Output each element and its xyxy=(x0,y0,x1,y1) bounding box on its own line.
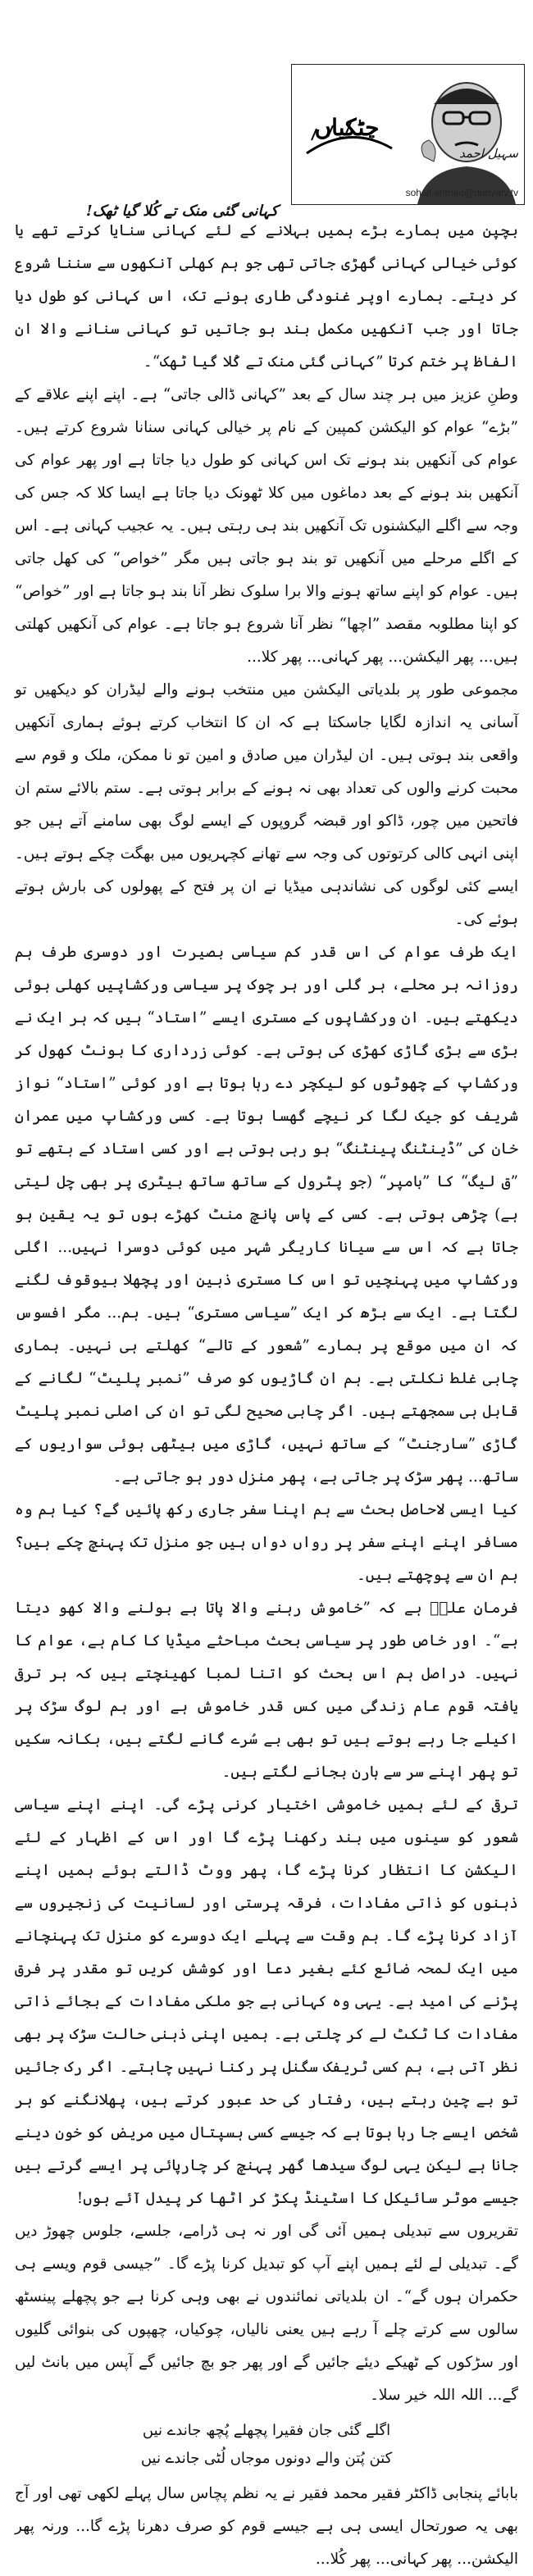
paragraph: کیا ایسی لاحاصل بحث سے ہم اپنا سفر جاری رکھ پائیں گے؟ کیا ہم وہ مسافر اپنے اپنے سفر پر رواں دواں ہیں جو منزل تک پہنچ چکے ہیں؟ ہم ان سے پوچھتے ہیں۔ xyxy=(15,1501,518,1584)
paragraph: فرمانِ علیؓ ہے کہ ”خاموش رہنے والا پاتا ہے بولنے والا کھو دیتا ہے“۔ اور خاص طور پر سیاسی بحث مباحثے میڈیا کا کام ہے، عوام کا نہیں۔ دراصل ہم اس بحث کو اتنا لمبا کھینچتے ہیں کہ ہر ترقی یافتہ قوم عام زندگی میں کس قدر خاموش ہے اور ہم لوگ سڑک پر اکیلے جا رہے ہوتے ہیں تو بھی بے سُرے گانے لگتے ہیں، ہکانہ سکیں تو پھر اپنے سر سے ہارن بجانے لگتے ہیں۔ xyxy=(15,1600,518,1781)
paragraph: مجموعی طور پر بلدیاتی الیکشن میں منتخب ہونے والے لیڈران کو دیکھیں تو آسانی یہ اندازہ لگایا جاسکتا ہے کہ ان کا انتخاب کرتے ہوئے ہماری آنکھیں واقعی بند ہوتی ہیں۔ ان لیڈران میں صادق و امین تو نا ممکن، ملک و قوم سے محبت کرنے والوں کی تعداد بھی نہ ہونے کے برابر ہوتی ہے۔ ستم بالائے ستم ان فاتحین میں چور، ڈاکو اور قبضہ گروپوں کے ایسے لوگ بھی سامنے آتے ہیں جو اپنی انہی کالی کرتوتوں کی وجہ سے تھانے کچہریوں میں بھگت چکے ہوتے ہیں۔ ایسے کئی لوگوں کی نشاندہی میڈیا نے ان پر فتح کے پھولوں کی بارش ہوتے ہوئے کی۔ xyxy=(15,681,518,928)
author-email: sohail.ahmed@dunyatv.tv xyxy=(405,187,518,198)
article-body xyxy=(15,215,518,2576)
brand-logo: چٹکیاں xyxy=(314,114,380,141)
columnist-banner xyxy=(85,64,525,220)
paragraph: ایک طرف عوام کی اس قدر کم سیاسی بصیرت اور دوسری طرف ہم روزانہ ہر محلے، ہر گلی اور ہر چوک پر سیاسی ورکشاپیں کھلی ہوئی دیکھتے ہیں۔ ان ورکشاپوں کے مستری ایسے ”استاد“ ہیں کہ ہر ایک نے بڑی سے بڑی گاڑی کھڑی کی ہوتی ہے۔ کوئی زرداری کا بونٹ کھول کر ورکشاپ کے چھوٹوں کو لیکچر دے رہا ہوتا ہے اور کوئی ”استاد“ نواز شریف کو جیک لگا کر نیچے گھسا ہوتا ہے۔ کسی ورکشاپ میں عمران خان کی ”ڈینٹنگ پینٹنگ“ ہو رہی ہوتی ہے اور کسی استاد کے ہتھے تو ”ق لیگ“ کا ”بامپر“ (جو پٹرول کے ساتھ ساتھ بیٹری پر بھی چل لیتی ہے) چڑھی ہوتی ہے۔ کسی کے پاس پانچ منٹ کھڑے ہوں تو یہ یقین ہو جاتا ہے کہ اس سے سیانا کاریگر شہر میں کوئی دوسرا نہیں... اگلی ورکشاپ میں پہنچیں تو اس کا مستری ذہین اور پچھلا بیوقوف لگنے لگتا ہے۔ ایک سے بڑھ کر ایک ”سیاسی مستری“ ہیں۔ ہم... مگر افسوس کہ ان میں موقع پر ہمارے ”شعور کے تالے“ کھلتے ہی نہیں۔ ہماری چابی غلط نکلتی ہے۔ ہم ان گاڑیوں کو صرف ”نمبر پلیٹ“ لگانے کے قابل ہی سمجھتے ہیں۔ اگر چابی صحیح لگی تو ان کی اصلی نمبر پلیٹ گاڑی ”سارجنٹ“ کے ساتھ نہیں، گاڑی میں بیٹھی ہوئی سواریوں کے ساتھ... پھر سڑک پر جاتی ہے، پھر منزل دور ہو جاتی ہے۔ xyxy=(15,944,518,1486)
verse-line: اگلے گئی جان فقیرا پچھلے پُچھ جاندے نیں xyxy=(142,2422,391,2439)
paragraph: بچپن میں ہمارے بڑے ہمیں بہلانے کے لئے کہانی سنایا کرتے تھے یا کوئی خیالی کہانی گھڑی جاتی تھی جو ہم کھلی آنکھوں سے سننا شروع کر دیتے۔ ہمارے اوپر غنودگی طاری ہونے تک، اس کہانی کو طول دیا جاتا اور جب آنکھیں مکمل بند ہو جاتیں تو کہانی سنانے والا ان الفاظ پر ختم کرتا ”کہانی گئی منک تے کُلا گیا ٹھک“۔ xyxy=(15,222,518,371)
column-title: کہانی گئی منک تے کُلا گیا ٹھک! xyxy=(85,203,278,220)
closing-paragraph: بابائے پنجابی ڈاکٹر فقیر محمد فقیر نے یہ نظم پچاس سال پہلے لکھی تھی اور آج بھی یہ صورتحال ایسی ہی ہے جیسے قوم کو صرف دھرنا پڑے گا... ورنہ پھر الیکشن... پھر کہانی... پھر کُلا... xyxy=(15,2485,518,2568)
paragraph: ترقی کے لئے ہمیں خاموشی اختیار کرنی پڑے گی۔ اپنے اپنے سیاسی شعور کو سینوں میں بند رکھنا پڑے گا اور اس کے اظہار کے لئے الیکشن کا انتظار کرنا پڑے گا، پھر ووٹ ڈالتے ہوئے ہمیں اپنے ذہنوں کو ذاتی مفادات، فرقہ پرستی اور لسانیت کی زنجیروں سے آزاد کرنا پڑے گا۔ ہم وقت سے پہلے ایک دوسرے کو منزل تک پہنچانے میں ایک لمحہ ضائع کئے بغیر دعا اور کوشش کریں تو مقدر پر فرق پڑنے کی امید ہے۔ یہی وہ کہانی ہے جو ملکی مفادات کے بجائے ذاتی مفادات کا ٹکٹ لے کر چلتی ہے۔ ہمیں اپنی ذہنی حالت سڑک پر بھی نظر آتی ہے، ہم کسی ٹریفک سگنل پر رکنا نہیں چاہتے۔ اگر رک جائیں تو بے چین رہتے ہیں، رفتار کی حد عبور کرتے ہیں، پھلانگنے کو ہر شخص ایسے جا رہا ہوتا ہے کہ جیسے کسی ہسپتال میں مریض کو خون دینے جانا ہے لیکن یہی لوگ سیدھا گھر پہنچ کر چارپائی پر ایسے گرتے ہیں جیسے موٹر سائیکل کا اسٹینڈ پکڑ کر اٹھا کر پیدل آئے ہوں! xyxy=(15,1796,518,2207)
author-name: سہیل احمد xyxy=(459,146,518,161)
columnist-portrait xyxy=(401,65,524,204)
poem-verse xyxy=(15,2417,518,2473)
paragraph: تقریروں سے تبدیلی ہمیں آئی گی اور نہ ہی ڈرامے، جلسے، جلوس چھوڑ دیں گے۔ تبدیلی لے لئے ہمیں اپنے آپ کو تبدیل کرنا پڑے گا۔ ”جیسی قوم ویسے ہی حکمران ہوں گے“۔ ان بلدیاتی نمائندوں نے بھی وہی کرنا ہے جو پچھلے پینسٹھ سالوں سے کرتے چلے آ رہے ہیں یعنی نالیاں، چوکیاں، چھپوں کی بنوائی گلیوں اور سڑکوں کے ٹھیکے دیئے جائیں گے اور پھر جو بچ جائیں گے آپس میں بانٹ لیں گے... اللہ اللہ خیر سلا۔ xyxy=(15,2223,518,2404)
verse-line: کتن پُتن والے دونوں موجاں لُٹی جاندے نیں xyxy=(140,2450,393,2467)
column-header xyxy=(0,0,533,220)
paragraph: وطنِ عزیز میں ہر چند سال کے بعد ”کہانی ڈالی جاتی“ ہے۔ اپنے اپنے علاقے کے ”بڑے“ عوام کو الیکشن کمپین کے نام پر خیالی کہانی سنانا شروع کرتے ہیں۔ عوام کی آنکھیں بند ہونے تک اس کہانی کو طول دیا جاتا ہے اور پھر عوام کی آنکھیں بند ہونے کے بعد دماغوں میں کلا ٹھونک دیا جاتا ہے ایسا کلا کہ جس کی وجہ سے اگلے الیکشنوں تک آنکھیں بند ہی رہتی ہیں۔ یہ عجیب کہانی ہے۔ اس کے اگلے مرحلے میں آنکھیں تو بند ہو جاتی ہیں مگر ”خواص“ کی کھل جاتی ہیں۔ عوام کو اپنے ساتھ ہونے والا برا سلوک نظر آنا بند ہو جاتا ہے اور ”خواص“ کو اپنا مطلوبہ مقصد ”اچھا“ نظر آنا شروع ہو جاتا ہے۔ عوام کی آنکھیں کھلتی ہیں... پھر الیکشن... پھر کہانی... پھر کلا... xyxy=(15,386,518,666)
